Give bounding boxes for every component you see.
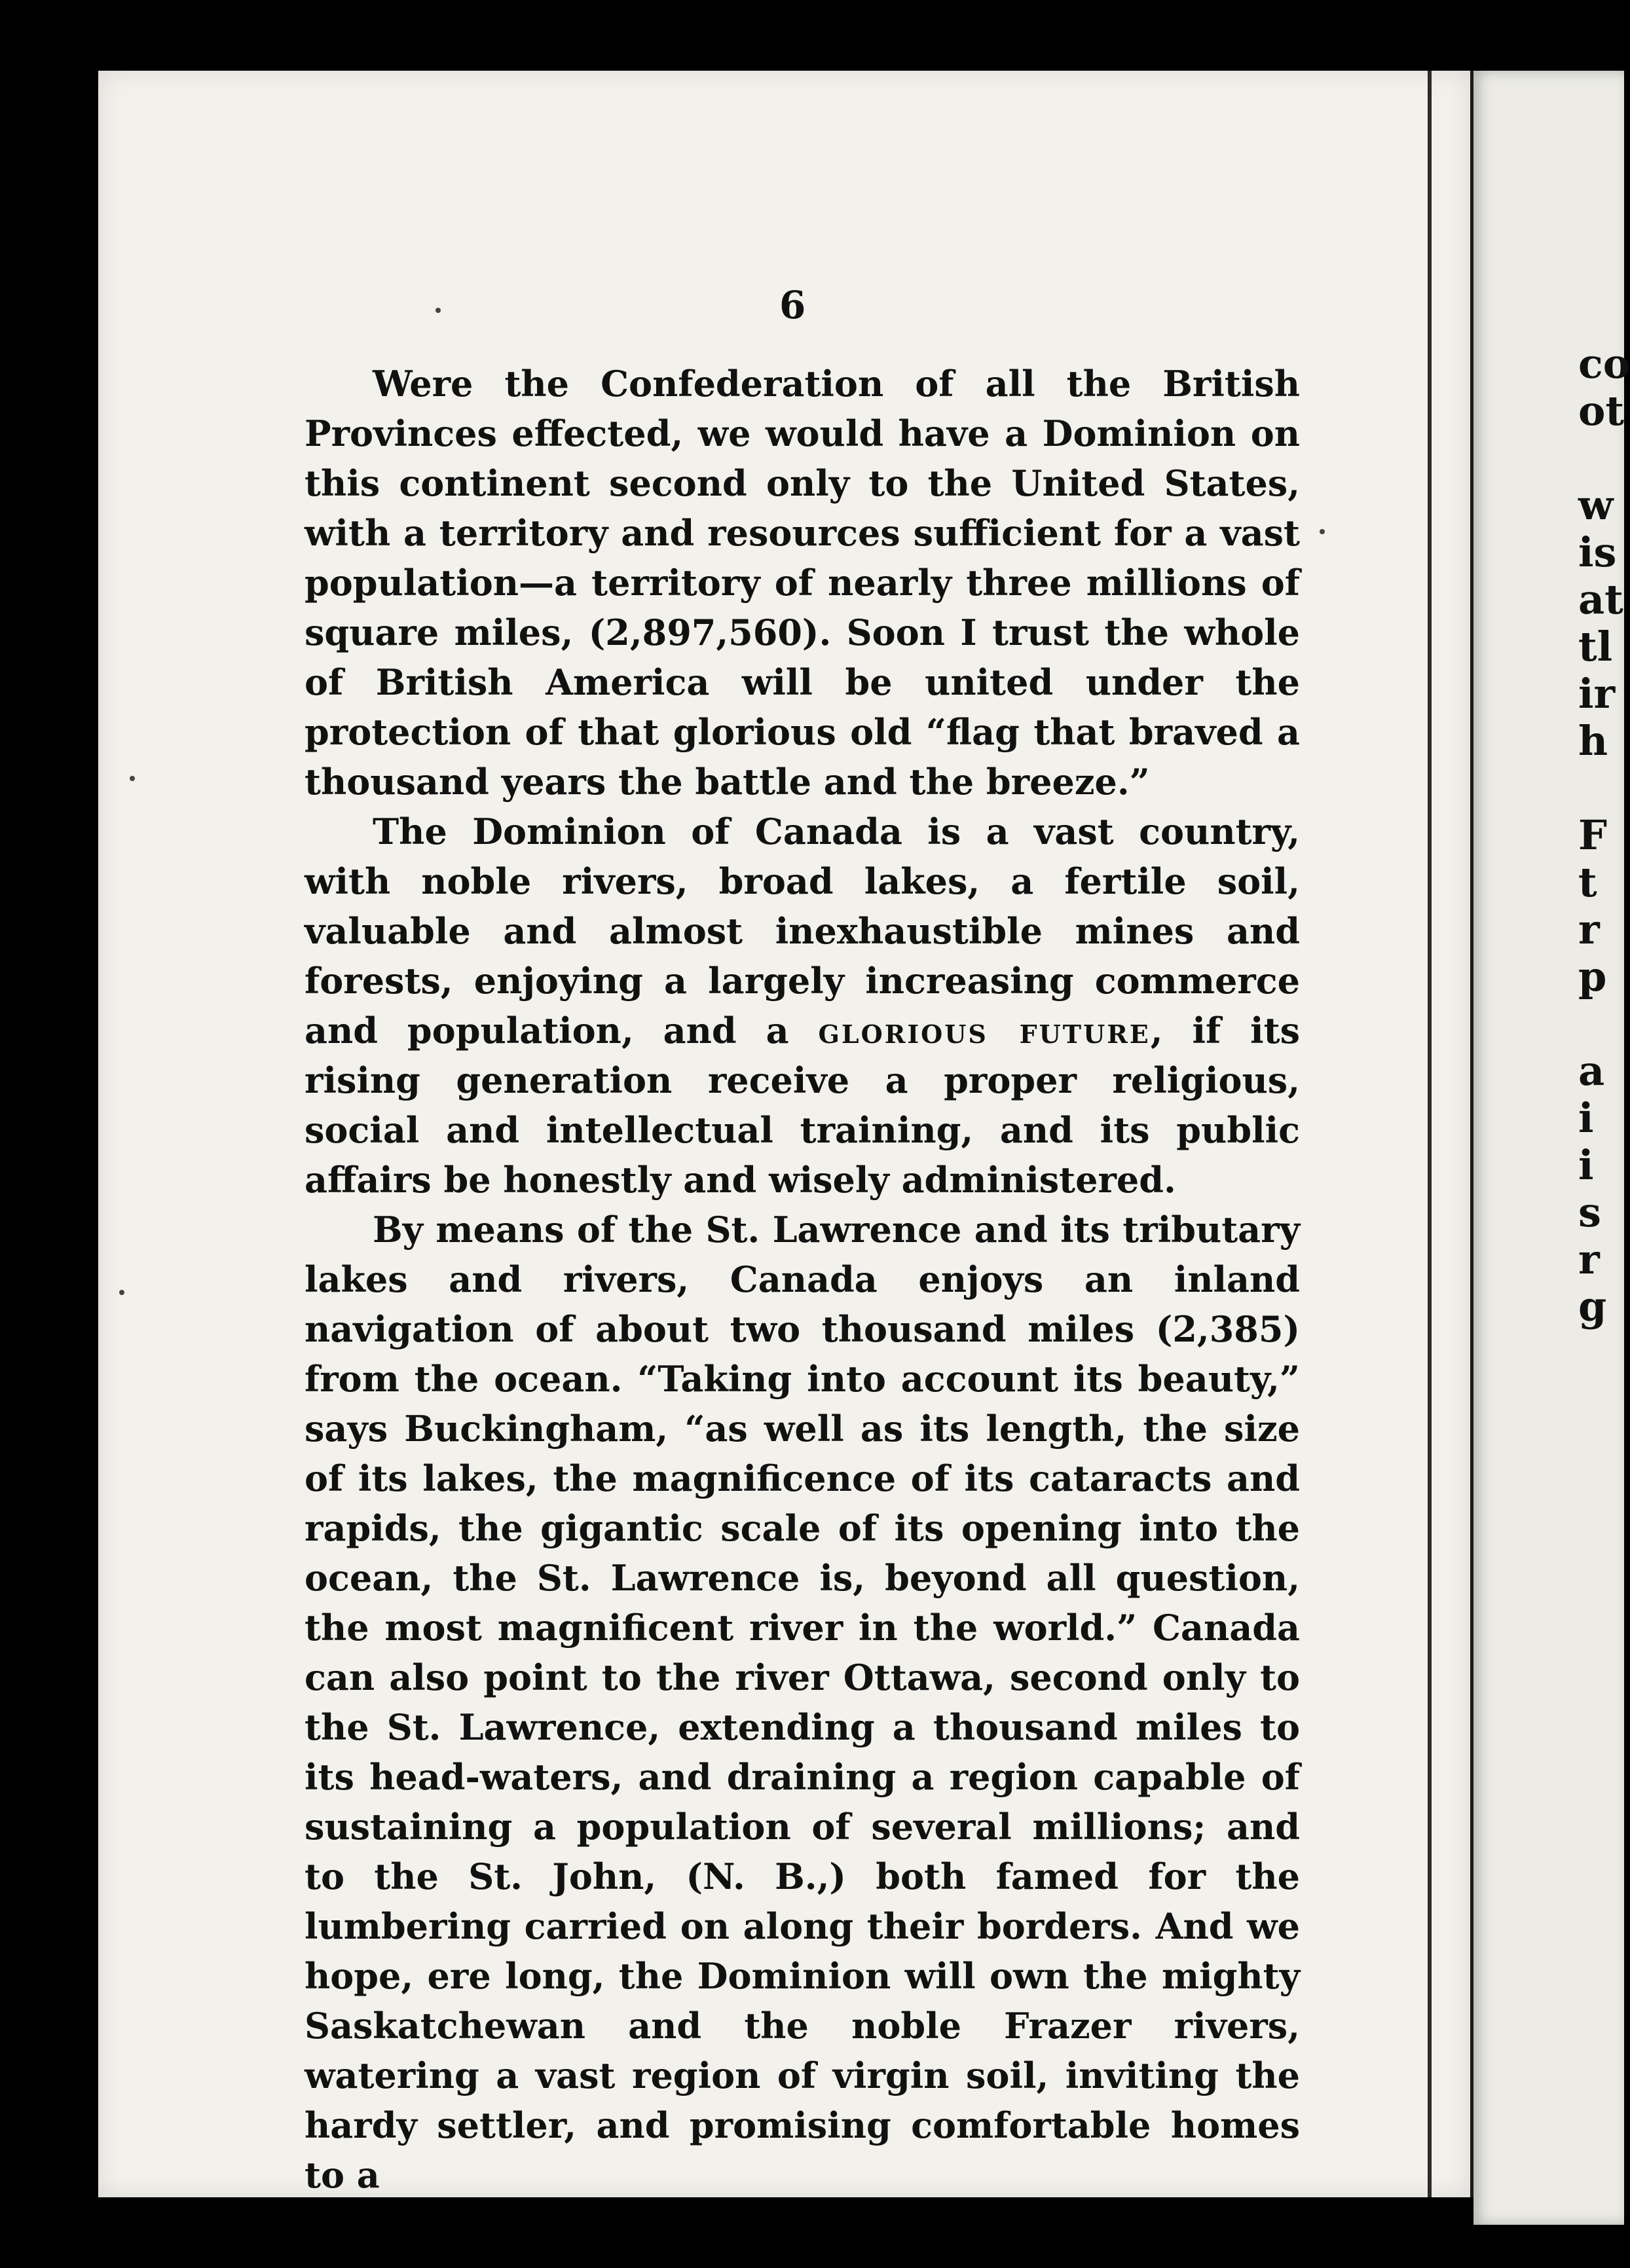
facing-page-fragment: s — [1578, 1188, 1601, 1236]
facing-page-fragment — [1578, 1000, 1618, 1048]
facing-page-fragment: w — [1578, 481, 1614, 529]
facing-page-fragment: co — [1578, 340, 1630, 388]
facing-page-fragment: at — [1578, 576, 1623, 623]
facing-page-fragment: r — [1578, 905, 1600, 953]
scan-speck — [130, 776, 135, 781]
emphasis-smallcaps: glorious future — [818, 1010, 1151, 1052]
page-number: 6 — [779, 283, 806, 327]
facing-page-fragment: i — [1578, 1094, 1594, 1142]
paragraph-2-text-end: , if its rising generation receive a proper religious, social and intellectual training, and its public affairs be honestly and wisely administered. — [305, 1010, 1300, 1201]
scan-speck — [1320, 529, 1325, 534]
facing-page-fragment: t — [1578, 858, 1597, 906]
body-text — [305, 359, 1300, 2200]
paragraph-2-text-start: The Dominion of Canada is a vast country, with noble rivers, broad lakes, a fertile soil, valuable and almost inexhaustible mines and forests, enjoying a largely increasing commerce and population, and a — [305, 811, 1300, 1052]
facing-page-fragment — [1578, 765, 1618, 812]
scan-speck — [119, 1290, 124, 1295]
facing-page-fragment: g — [1578, 1283, 1607, 1330]
facing-page-fragment: ir — [1578, 670, 1616, 718]
facing-page-fragment: tl — [1578, 623, 1613, 670]
scan-speck — [435, 308, 441, 313]
facing-page-fragment: ot — [1578, 387, 1624, 435]
facing-page-fragment: a — [1578, 1047, 1605, 1095]
facing-page-text-fragments — [1578, 340, 1630, 1330]
facing-page-fragment: p — [1578, 953, 1607, 1000]
facing-page-fragment: h — [1578, 717, 1608, 765]
facing-page-fragment: i — [1578, 1141, 1594, 1189]
page-gutter — [1428, 71, 1432, 2197]
paragraph-2 — [305, 807, 1300, 1205]
facing-page-fragment: F — [1578, 811, 1608, 859]
facing-page-fragment: is — [1578, 528, 1617, 576]
paragraph-3: By means of the St. Lawrence and its tributary lakes and rivers, Canada enjoys an inland navigation of about two thousand miles (2,385) from the ocean. “Taking into account its beauty,” says Buckingham, “as well as its length, the size of its lakes, the magnificence of its cataracts and rapids, the gigantic scale of its opening into the ocean, the St. Lawrence is, beyond all question, the most magnificent river in the world.” Canada can also point to the river Ottawa, second only to the St. Lawrence, extending a thousand miles to its head-waters, and draining a region capable of sustaining a population of several millions; and to the St. John, (N. B.,) both famed for the lumbering carried on along their borders. And we hope, ere long, the Dominion will own the mighty Saskatchewan and the noble Frazer rivers, watering a vast region of virgin soil, inviting the hardy settler, and promising comfortable homes to a — [305, 1209, 1300, 2196]
facing-page-fragment: r — [1578, 1235, 1600, 1283]
paragraph-1: Were the Confederation of all the British Provinces effected, we would have a Dominion on this continent second only to the United States, with a territory and resources sufficient for a vast population—a territory of nearly three millions of square miles, (2,897,560). Soon I trust the whole of British America will be united under the protection of that glorious old “flag that braved a thousand years the battle and the breeze.” — [305, 363, 1300, 803]
facing-page-fragment — [1578, 435, 1618, 482]
